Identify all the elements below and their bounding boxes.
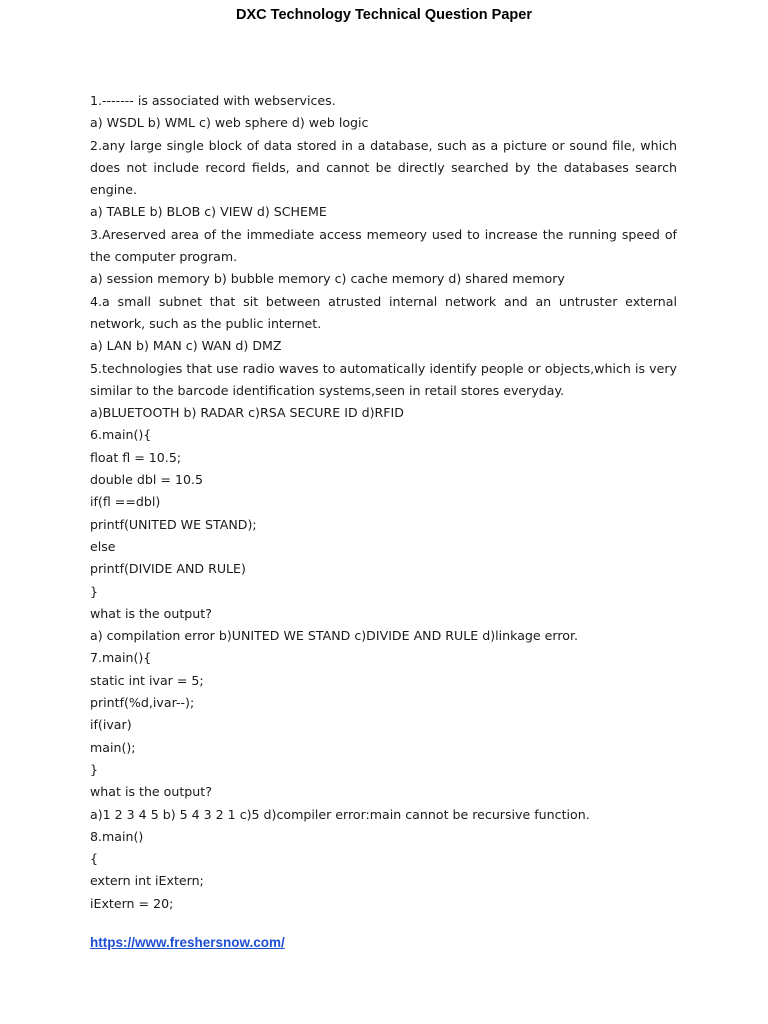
code-line: double dbl = 10.5 bbox=[90, 472, 204, 488]
code-line: else bbox=[90, 538, 116, 554]
code-line: 7.main(){ bbox=[90, 650, 152, 666]
question-line: what is the output? bbox=[90, 784, 212, 800]
question-line: 4.a small subnet that sit between atrusted internal network and an untruster external network, such as the public internet. bbox=[90, 293, 677, 331]
code-line: } bbox=[90, 583, 99, 599]
code-line: printf(%d,ivar--); bbox=[90, 695, 195, 711]
code-line: { bbox=[90, 851, 99, 867]
code-line: main(); bbox=[90, 739, 136, 755]
code-line: if(fl ==dbl) bbox=[90, 494, 161, 510]
code-line: 6.main(){ bbox=[90, 427, 152, 443]
question-line: 5.technologies that use radio waves to automatically identify people or objects,which is very similar to the barcode identification systems,seen in retail stores everyday. bbox=[90, 360, 677, 398]
code-line: extern int iExtern; bbox=[90, 873, 204, 889]
answer-options: a)BLUETOOTH b) RADAR c)RSA SECURE ID d)RFID bbox=[90, 405, 404, 421]
question-line: 3.Areserved area of the immediate access memeory used to increase the running speed of the computer program. bbox=[90, 226, 677, 265]
question-content bbox=[90, 90, 677, 915]
code-line: printf(DIVIDE AND RULE) bbox=[90, 561, 246, 577]
code-line: float fl = 10.5; bbox=[90, 449, 182, 465]
code-line: if(ivar) bbox=[90, 717, 132, 733]
answer-options: a) session memory b) bubble memory c) cache memory d) shared memory bbox=[90, 271, 565, 287]
code-line: } bbox=[90, 761, 99, 777]
code-line: printf(UNITED WE STAND); bbox=[90, 516, 257, 532]
answer-options: a)1 2 3 4 5 b) 5 4 3 2 1 c)5 d)compiler error:main cannot be recursive function. bbox=[90, 806, 590, 822]
code-line: iExtern = 20; bbox=[90, 895, 174, 911]
freshersnow-link[interactable]: https://www.freshersnow.com/ bbox=[90, 935, 285, 950]
code-line: 8.main() bbox=[90, 828, 144, 844]
question-line: 2.any large single block of data stored in a database, such as a picture or sound file, which does not include record fields, and cannot be directly searched by the databases search engine. bbox=[90, 137, 677, 198]
question-line: what is the output? bbox=[90, 605, 212, 621]
question-line: 1.------- is associated with webservices. bbox=[90, 93, 336, 108]
answer-options: a) TABLE b) BLOB c) VIEW d) SCHEME bbox=[90, 204, 327, 220]
page-title: DXC Technology Technical Question Paper bbox=[236, 7, 532, 23]
answer-options: a) WSDL b) WML c) web sphere d) web logic bbox=[90, 115, 369, 131]
answer-options: a) compilation error b)UNITED WE STAND c)DIVIDE AND RULE d)linkage error. bbox=[90, 628, 578, 644]
code-line: static int ivar = 5; bbox=[90, 672, 204, 688]
answer-options: a) LAN b) MAN c) WAN d) DMZ bbox=[90, 338, 282, 354]
